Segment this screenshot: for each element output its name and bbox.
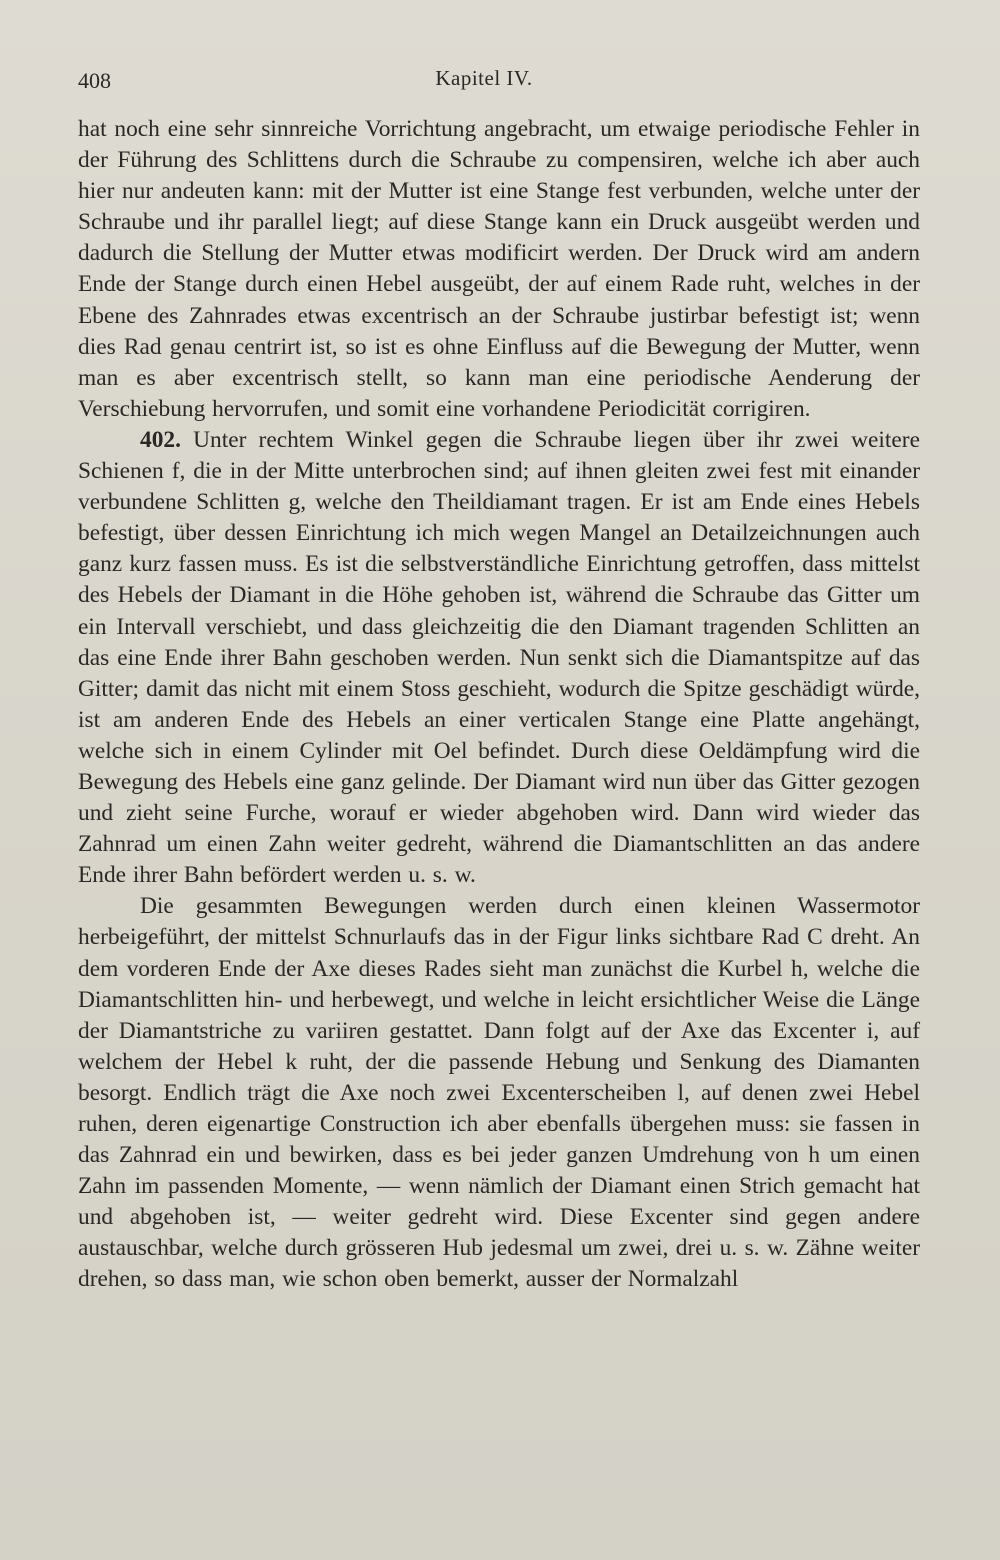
paragraph-section-402 [78, 425, 920, 891]
paragraph-text: hat noch eine sehr sinnreiche Vorrichtung angebracht, um etwaige periodische Fehler in der Führung des Schlittens durch die Schraube zu compensiren, welche ich aber auch hier nur andeuten kann: mit der Mutter ist eine Stange fest verbunden, welche unter der Schraube und ihr parallel liegt; auf diese Stange kann ein Druck ausgeübt werden und dadurch die Stellung der Mutter etwas modificirt werden. Der Druck wird am andern Ende der Stange durch einen Hebel ausgeübt, der auf einem Rade ruht, welches in der Ebene des Zahnrades etwas excentrisch an der Schraube justirbar befestigt ist; wenn dies Rad genau centrirt ist, so ist es ohne Einfluss auf die Bewegung der Mutter, wenn man es aber excentrisch stellt, so kann man eine periodische Aenderung der Verschiebung hervorrufen, und somit eine vorhandene Periodicität corrigiren. [78, 116, 920, 422]
page-body [78, 114, 920, 1296]
section-number: 402. [140, 426, 181, 453]
paragraph-text: Unter rechtem Winkel gegen die Schraube liegen über ihr zwei weitere Schienen f, die in der Mitte unterbrochen sind; auf ihnen gleiten zwei fest mit einander verbundene Schlitten g, welche den Theildiamant tragen. Er ist am Ende eines Hebels befestigt, über dessen Einrichtung ich mich wegen Mangel an Detailzeichnungen auch ganz kurz fassen muss. Es ist die selbstverständliche Einrichtung getroffen, dass mittelst des Hebels der Diamant in die Höhe gehoben ist, während die Schraube das Gitter um ein Intervall verschiebt, und dass gleichzeitig die den Diamant tragenden Schlitten an das eine Ende ihrer Bahn geschoben werden. Nun senkt sich die Diamantspitze auf das Gitter; damit das nicht mit einem Stoss geschieht, wodurch die Spitze geschädigt würde, ist am anderen Ende des Hebels an einer verticalen Stange eine Platte angehängt, welche sich in einem Cylinder mit Oel befindet. Durch diese Oeldämpfung wird die Bewegung des Hebels eine ganz gelinde. Der Diamant wird nun über das Gitter gezogen und zieht seine Furche, worauf er wieder abgehoben wird. Dann wird wieder das Zahnrad um einen Zahn weiter gedreht, während die Diamantschlitten an das andere Ende ihrer Bahn befördert werden u. s. w. [78, 426, 920, 889]
paragraph [78, 891, 920, 1295]
page-number: 408 [78, 68, 111, 93]
running-head: Kapitel IV. [435, 66, 533, 90]
page-header [78, 60, 920, 100]
paragraph-continued [78, 114, 920, 425]
paragraph-text: Die gesammten Bewegungen werden durch einen kleinen Wassermotor herbeigeführt, der mittelst Schnurlaufs das in der Figur links sichtbare Rad C dreht. An dem vorderen Ende der Axe dieses Rades sieht man zunächst die Kurbel h, welche die Diamantschlitten hin- und herbewegt, und welche in leicht ersichtlicher Weise die Länge der Diamantstriche zu variiren gestattet. Dann folgt auf der Axe das Excenter i, auf welchem der Hebel k ruht, der die passende Hebung und Senkung des Diamanten besorgt. Endlich trägt die Axe noch zwei Excenterscheiben l, auf denen zwei Hebel ruhen, deren eigenartige Construction ich aber ebenfalls übergehen muss: sie fassen in das Zahnrad ein und bewirken, dass es bei jeder ganzen Umdrehung von h um einen Zahn im passenden Momente, — wenn nämlich der Diamant einen Strich gemacht hat und abgehoben ist, — weiter gedreht wird. Diese Excenter sind gegen andere austauschbar, welche durch grösseren Hub jedesmal um zwei, drei u. s. w. Zähne weiter drehen, so dass man, wie schon oben bemerkt, ausser der Normalzahl [78, 893, 920, 1293]
